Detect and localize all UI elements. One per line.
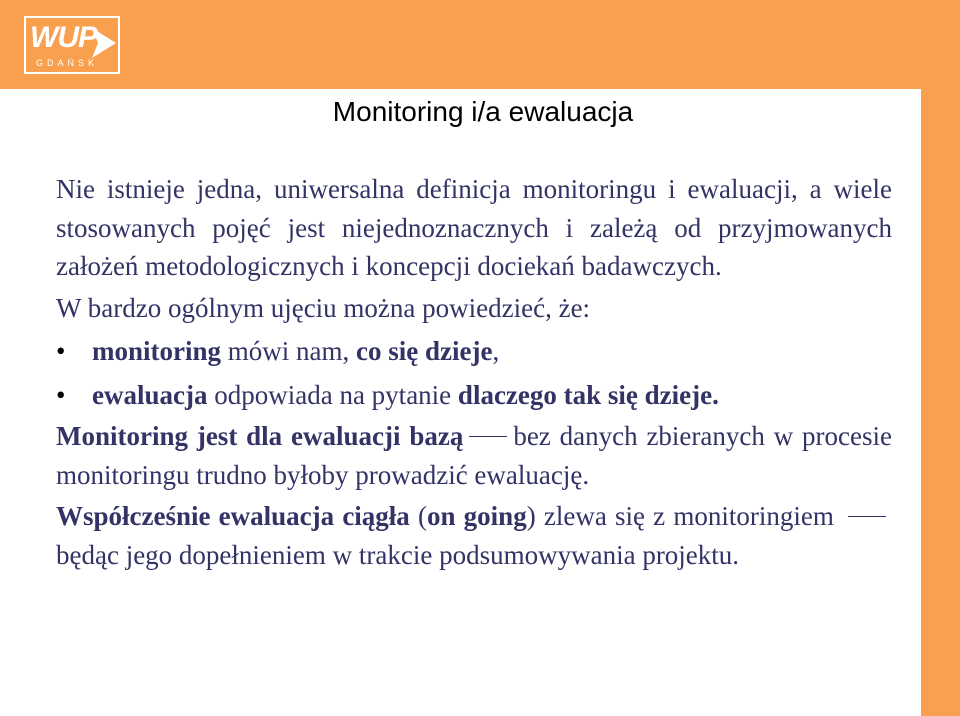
bullet-ewaluacja [56,376,892,415]
paragraph-ongoing-end: będąc jego dopełnieniem w trakcie podsumowywania projektu. [56,539,740,570]
page-title: Monitoring i/a ewaluacja [332,96,634,127]
slide-body [56,170,892,574]
bullet-ewaluacja-term: ewaluacja [92,379,208,410]
bullet-monitoring-term: monitoring [92,336,222,366]
logo-subtext: GDAŃSK [36,58,99,68]
paragraph-ongoing [56,497,892,574]
top-banner [0,0,960,89]
paragraph-basis [56,417,892,494]
bullet-icon: • [56,336,66,366]
paragraph-definition: Nie istnieje jedna, uniwersalna definicja monitoringu i ewaluacji, a wiele stosowanych pojęć jest niejednoznacznych i zależą od przyjmowanych założeń metodologicznych i koncepcji dociekań badawczych. [56,174,892,281]
bullet-icon: • [56,379,66,410]
logo-arrow-icon [92,28,116,58]
dash-separator [848,516,886,517]
bullet-ewaluacja-text: odpowiada na pytanie [207,379,458,410]
paragraph-ongoing-text: ) zlewa się z monitoringiem [526,501,842,531]
bullet-monitoring [56,332,892,371]
dash-separator [469,436,507,437]
paragraph-ongoing-bold: Współcześnie ewaluacja ciągła [56,501,410,531]
bullet-monitoring-end: , [492,336,500,366]
paragraph-intro: W bardzo ogólnym ujęciu można powiedzieć, że: [56,292,591,323]
paragraph-basis-bold: Monitoring jest dla ewaluacji bazą [56,421,464,451]
bullet-monitoring-text: mówi nam, [221,336,357,366]
paragraph-ongoing-open: ( [409,501,427,531]
right-side-band [921,89,960,716]
bullet-ewaluacja-emphasis: dlaczego tak się dzieje. [457,379,719,410]
wup-gdansk-logo [24,16,120,74]
paragraph-ongoing-term: on going [426,501,527,531]
logo-text: WUP [30,21,97,54]
bullet-monitoring-emphasis: co się dzieje [356,336,493,366]
paragraph-basis-text: bez danych zbieranych w procesie monitoringu trudno byłoby prowadzić ewaluację. [56,421,892,490]
